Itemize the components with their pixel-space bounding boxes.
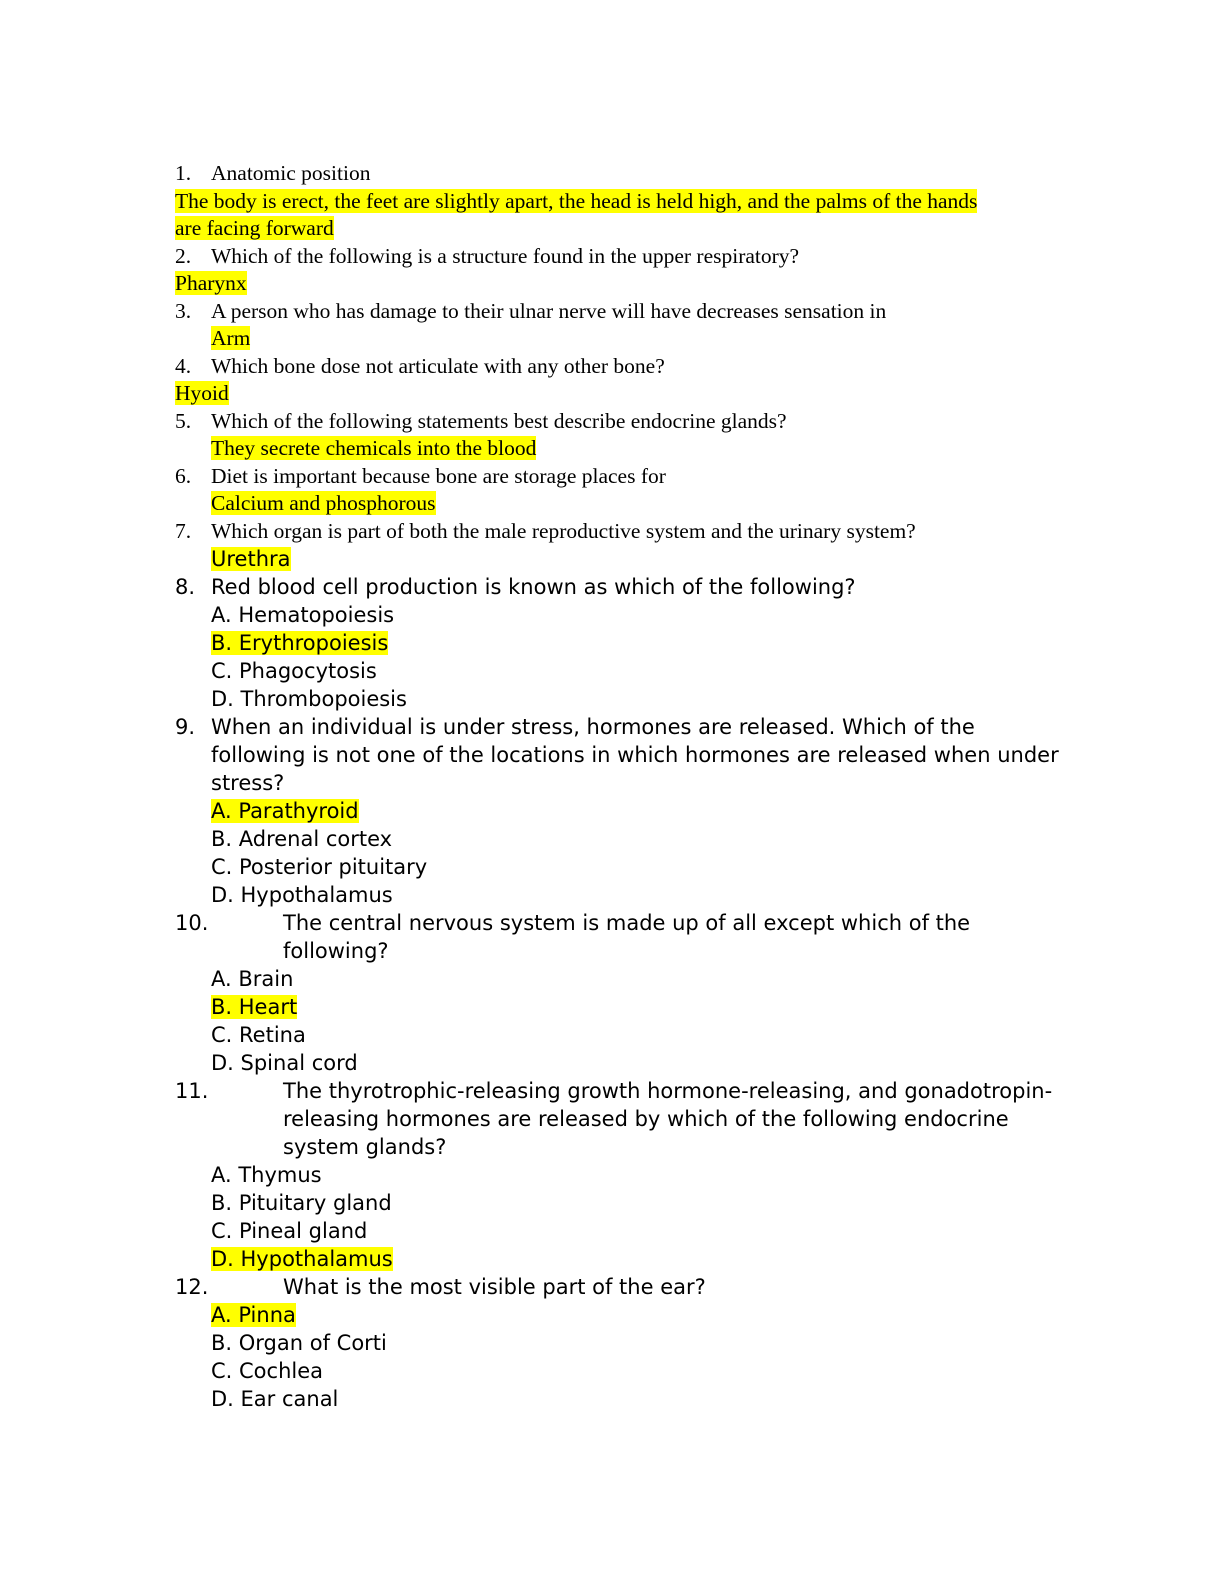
answer-line [175, 325, 1075, 353]
answer-text: Pharynx [175, 271, 247, 295]
option-text: C. Pineal gland [211, 1219, 368, 1243]
option-line [175, 685, 1075, 713]
question-item [175, 463, 1075, 518]
option-line [175, 881, 1075, 909]
answer-line [175, 435, 1075, 463]
option-text: B. Erythropoiesis [211, 631, 389, 655]
question-item [175, 909, 1075, 1077]
answer-text: Arm [211, 326, 251, 350]
option-text: B. Pituitary gland [211, 1191, 392, 1215]
option-text: B. Heart [211, 995, 298, 1019]
question-text: Which of the following statements best describe endocrine glands? [211, 408, 787, 433]
question-line [175, 160, 1075, 188]
answer-line [175, 215, 1075, 243]
question-number: 9. [175, 715, 196, 739]
question-number: 1. [175, 161, 192, 185]
option-line [175, 1189, 1075, 1217]
question-text: When an individual is under stress, hormones are released. Which of the following is not one of the locations in which hormones are released when under stress? [211, 715, 1059, 795]
question-text: The central nervous system is made up of all except which of the following? [283, 911, 971, 963]
answer-text: Hyoid [175, 381, 229, 405]
option-line [175, 993, 1075, 1021]
question-number: 12. [175, 1275, 209, 1299]
document-body [175, 160, 1075, 1413]
question-line [175, 1077, 1075, 1161]
question-number: 6. [175, 463, 192, 488]
question-item [175, 1273, 1075, 1413]
option-line [175, 853, 1075, 881]
option-text: C. Retina [211, 1023, 306, 1047]
question-text: Diet is important because bone are storage places for [211, 463, 666, 488]
question-number: 10. [175, 911, 209, 935]
question-number: 5. [175, 408, 192, 433]
option-text: A. Hematopoiesis [211, 603, 395, 627]
question-text: Red blood cell production is known as which of the following? [211, 575, 856, 599]
option-line [175, 1049, 1075, 1077]
answer-line [175, 270, 1075, 298]
answer-text: Calcium and phosphorous [211, 491, 436, 515]
option-line [175, 1301, 1075, 1329]
answer-text: are facing forward [175, 216, 334, 240]
question-line [175, 1273, 1075, 1301]
option-text: A. Brain [211, 967, 294, 991]
question-item [175, 298, 1075, 353]
option-text: B. Adrenal cortex [211, 827, 393, 851]
option-line [175, 1217, 1075, 1245]
question-text: The thyrotrophic-releasing growth hormone-releasing, and gonadotropin-releasing hormones are released by which of the following endocrine system glands? [283, 1079, 1053, 1159]
option-line [175, 1161, 1075, 1189]
option-text: B. Organ of Corti [211, 1331, 387, 1355]
option-text: C. Phagocytosis [211, 659, 377, 683]
option-text: A. Parathyroid [211, 799, 359, 823]
answer-line [175, 380, 1075, 408]
question-line [175, 573, 1075, 601]
answer-text: Urethra [211, 547, 291, 571]
question-number: 8. [175, 575, 196, 599]
question-line [175, 518, 1075, 546]
question-text: Which bone dose not articulate with any other bone? [211, 353, 665, 378]
option-line [175, 965, 1075, 993]
answer-text: They secrete chemicals into the blood [211, 436, 537, 460]
question-number: 7. [175, 518, 192, 543]
question-text: Which of the following is a structure found in the upper respiratory? [211, 243, 800, 268]
option-line [175, 601, 1075, 629]
question-item [175, 1077, 1075, 1273]
answer-line [175, 188, 1075, 216]
question-text: Which organ is part of both the male reproductive system and the urinary system? [211, 518, 916, 543]
question-number: 3. [175, 298, 192, 323]
question-number: 4. [175, 353, 192, 378]
question-item [175, 573, 1075, 713]
option-line [175, 1385, 1075, 1413]
question-item [175, 518, 1075, 574]
option-line [175, 629, 1075, 657]
answer-text: The body is erect, the feet are slightly apart, the head is held high, and the palms of the hands [175, 188, 978, 213]
question-text: What is the most visible part of the ear? [283, 1275, 706, 1299]
option-line [175, 1329, 1075, 1357]
option-text: D. Thrombopoiesis [211, 687, 407, 711]
question-text: A person who has damage to their ulnar nerve will have decreases sensation in [211, 298, 887, 323]
option-line [175, 1021, 1075, 1049]
question-line [175, 463, 1075, 491]
question-line [175, 909, 1075, 965]
option-text: D. Hypothalamus [211, 883, 393, 907]
question-line [175, 408, 1075, 436]
question-item [175, 713, 1075, 909]
option-line [175, 657, 1075, 685]
option-text: A. Thymus [211, 1163, 322, 1187]
option-text: D. Spinal cord [211, 1051, 358, 1075]
option-text: A. Pinna [211, 1303, 296, 1327]
question-line [175, 298, 1075, 326]
question-line [175, 353, 1075, 381]
question-item [175, 408, 1075, 463]
option-line [175, 1357, 1075, 1385]
question-item [175, 353, 1075, 408]
option-text: C. Cochlea [211, 1359, 324, 1383]
option-line [175, 797, 1075, 825]
option-text: D. Ear canal [211, 1387, 339, 1411]
option-line [175, 825, 1075, 853]
question-item [175, 243, 1075, 298]
option-line [175, 1245, 1075, 1273]
question-line [175, 243, 1075, 271]
question-number: 2. [175, 243, 192, 268]
answer-line [175, 490, 1075, 518]
question-item [175, 160, 1075, 243]
answer-line [175, 545, 1075, 573]
question-line [175, 713, 1075, 797]
option-text: D. Hypothalamus [211, 1247, 393, 1271]
question-number: 11. [175, 1079, 209, 1103]
question-text: Anatomic position [211, 161, 371, 185]
option-text: C. Posterior pituitary [211, 855, 428, 879]
